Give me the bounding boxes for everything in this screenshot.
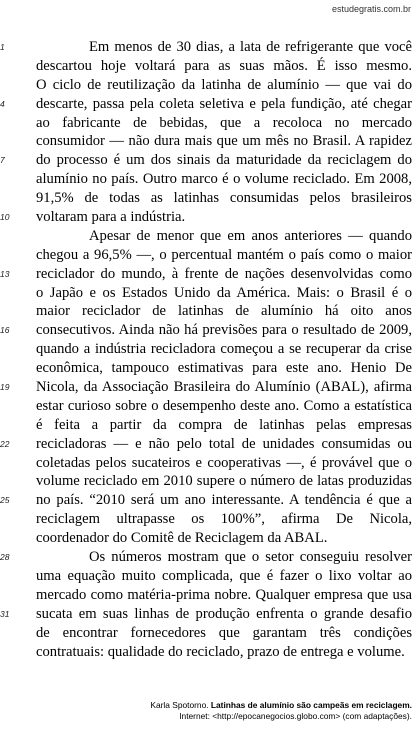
line-text: Em menos de 30 dias, a lata de refrigerante que você <box>89 39 412 55</box>
text-line <box>36 340 412 359</box>
text-line <box>36 567 412 586</box>
line-text: volume reciclado em 2010 supere o número de latas produzidas <box>36 473 412 490</box>
line-text: é feita a partir da compra de latinhas pelas empresas <box>36 416 412 433</box>
line-text: do processo é um dos sinais da maturidade da reciclagem do <box>36 152 412 169</box>
line-text: coordenador do Comitê de Reciclagem da ABAL. <box>36 530 328 547</box>
line-text: no país. “2010 será um ano interessante. A tendência é que a <box>36 492 412 509</box>
source-citation <box>140 700 412 722</box>
site-watermark: estudegratis.com.br <box>331 4 411 14</box>
text-line <box>36 586 412 605</box>
text-line <box>36 132 412 151</box>
line-number: 22 <box>0 438 10 449</box>
text-line <box>0 265 412 284</box>
text-line <box>36 246 412 265</box>
line-text: sucata em suas linhas de produção enfrenta o grande desafio <box>36 605 412 622</box>
line-text: 91,5% de todas as latinhas consumidas pelos brasileiros <box>36 190 412 207</box>
line-text: recicladoras — e não pelo total de unidades consumidas ou <box>36 435 412 452</box>
line-text: voltaram para a indústria. <box>36 209 186 226</box>
line-text: descarte, passa pela coleta seletiva e pela fundição, até chegar <box>36 95 412 112</box>
line-text: descartou hoje voltará para as suas mãos. É isso mesmo. <box>36 57 412 74</box>
text-line <box>0 151 412 170</box>
text-line <box>36 227 412 246</box>
line-number: 10 <box>0 212 10 223</box>
text-line <box>36 416 412 435</box>
line-text: estar curioso sobre o desempenho deste ano. Como a estatística <box>36 397 412 414</box>
text-line <box>36 454 412 473</box>
line-text: maior reciclador de latinhas de alumínio há oito anos <box>36 303 412 320</box>
line-text: reciclagem ultrapasse os 100%”, afirma De Nicola, <box>36 511 412 528</box>
line-number: 19 <box>0 382 10 393</box>
text-line <box>36 359 412 378</box>
line-text: de encontrar fornecedores que garantam três condições <box>36 624 412 641</box>
text-line <box>0 378 412 397</box>
line-number: 16 <box>0 325 10 336</box>
line-text: coletadas pelos sucateiros e cooperativas —, é provável que o <box>36 454 412 471</box>
text-line <box>36 397 412 416</box>
line-number: 25 <box>0 495 10 506</box>
line-text: Os números mostram que o setor conseguiu resolver <box>89 549 412 566</box>
line-text: alumínio no país. Outro marco é o volume reciclado. Em 2008, <box>36 171 412 188</box>
text-line <box>0 95 412 114</box>
text-line <box>0 491 412 510</box>
text-line <box>0 38 412 57</box>
text-line <box>36 170 412 189</box>
text-line <box>36 624 412 643</box>
line-text: Apesar de menor que em anos anteriores — quando <box>89 227 412 244</box>
line-number: 1 <box>0 42 5 52</box>
line-text: econômica, tampouco estimativas para este ano. Henio De <box>36 360 412 377</box>
line-text: uma equação muito complicada, que é fazer o lixo voltar ao <box>36 567 412 584</box>
line-text: mercado como matéria-prima nobre. Qualquer empresa que usa <box>36 586 412 603</box>
text-line <box>0 548 412 567</box>
source-line-1 <box>140 700 412 711</box>
source-title: Latinhas de alumínio são campeãs em reciclagem. <box>210 700 412 710</box>
text-line <box>0 435 412 454</box>
line-text: consumidor — não dura mais que um mês no Brasil. A rapidez <box>36 133 412 150</box>
line-text: quando a indústria recicladora começou a se recuperar da crise <box>36 341 412 358</box>
line-text: ao fabricante de bebidas, que a recoloca no mercado <box>36 114 412 131</box>
text-line <box>0 605 412 624</box>
source-line-2: Internet: <http://epocanegocios.globo.com> (com adaptações). <box>179 711 412 721</box>
text-line <box>36 76 412 95</box>
text-line <box>0 321 412 340</box>
line-number: 7 <box>0 155 5 166</box>
text-line <box>36 510 412 529</box>
text-line <box>36 114 412 133</box>
line-text: reciclador do mundo, à frente de nações desenvolvidas como <box>36 265 412 282</box>
line-text: consecutivos. Ainda não há previsões para o resultado de 2009, <box>36 322 412 339</box>
line-number: 13 <box>0 268 10 279</box>
line-text: chegou a 96,5% —, o percentual mantém o país como o maior <box>36 246 412 263</box>
line-text: O ciclo de reutilização da latinha de alumínio — que vai do <box>36 76 412 93</box>
text-line <box>36 57 412 76</box>
line-number: 4 <box>0 98 5 109</box>
article-text <box>0 38 412 661</box>
text-line <box>36 189 412 208</box>
text-line <box>36 643 412 662</box>
line-number: 31 <box>0 608 10 619</box>
line-text: Nicola, da Associação Brasileira do Alumínio (ABAL), afirma <box>36 379 412 396</box>
text-line <box>36 472 412 491</box>
line-text: o Japão e os Estados Unido da América. Mais: o Brasil é o <box>36 284 412 301</box>
text-line <box>0 208 412 227</box>
line-text: contratuais: qualidade do reciclado, prazo de entrega e volume. <box>36 643 405 660</box>
source-author: Karla Spotorno. <box>150 700 209 710</box>
text-line <box>36 284 412 303</box>
text-line <box>36 302 412 321</box>
text-line <box>36 529 412 548</box>
line-number: 28 <box>0 552 10 563</box>
